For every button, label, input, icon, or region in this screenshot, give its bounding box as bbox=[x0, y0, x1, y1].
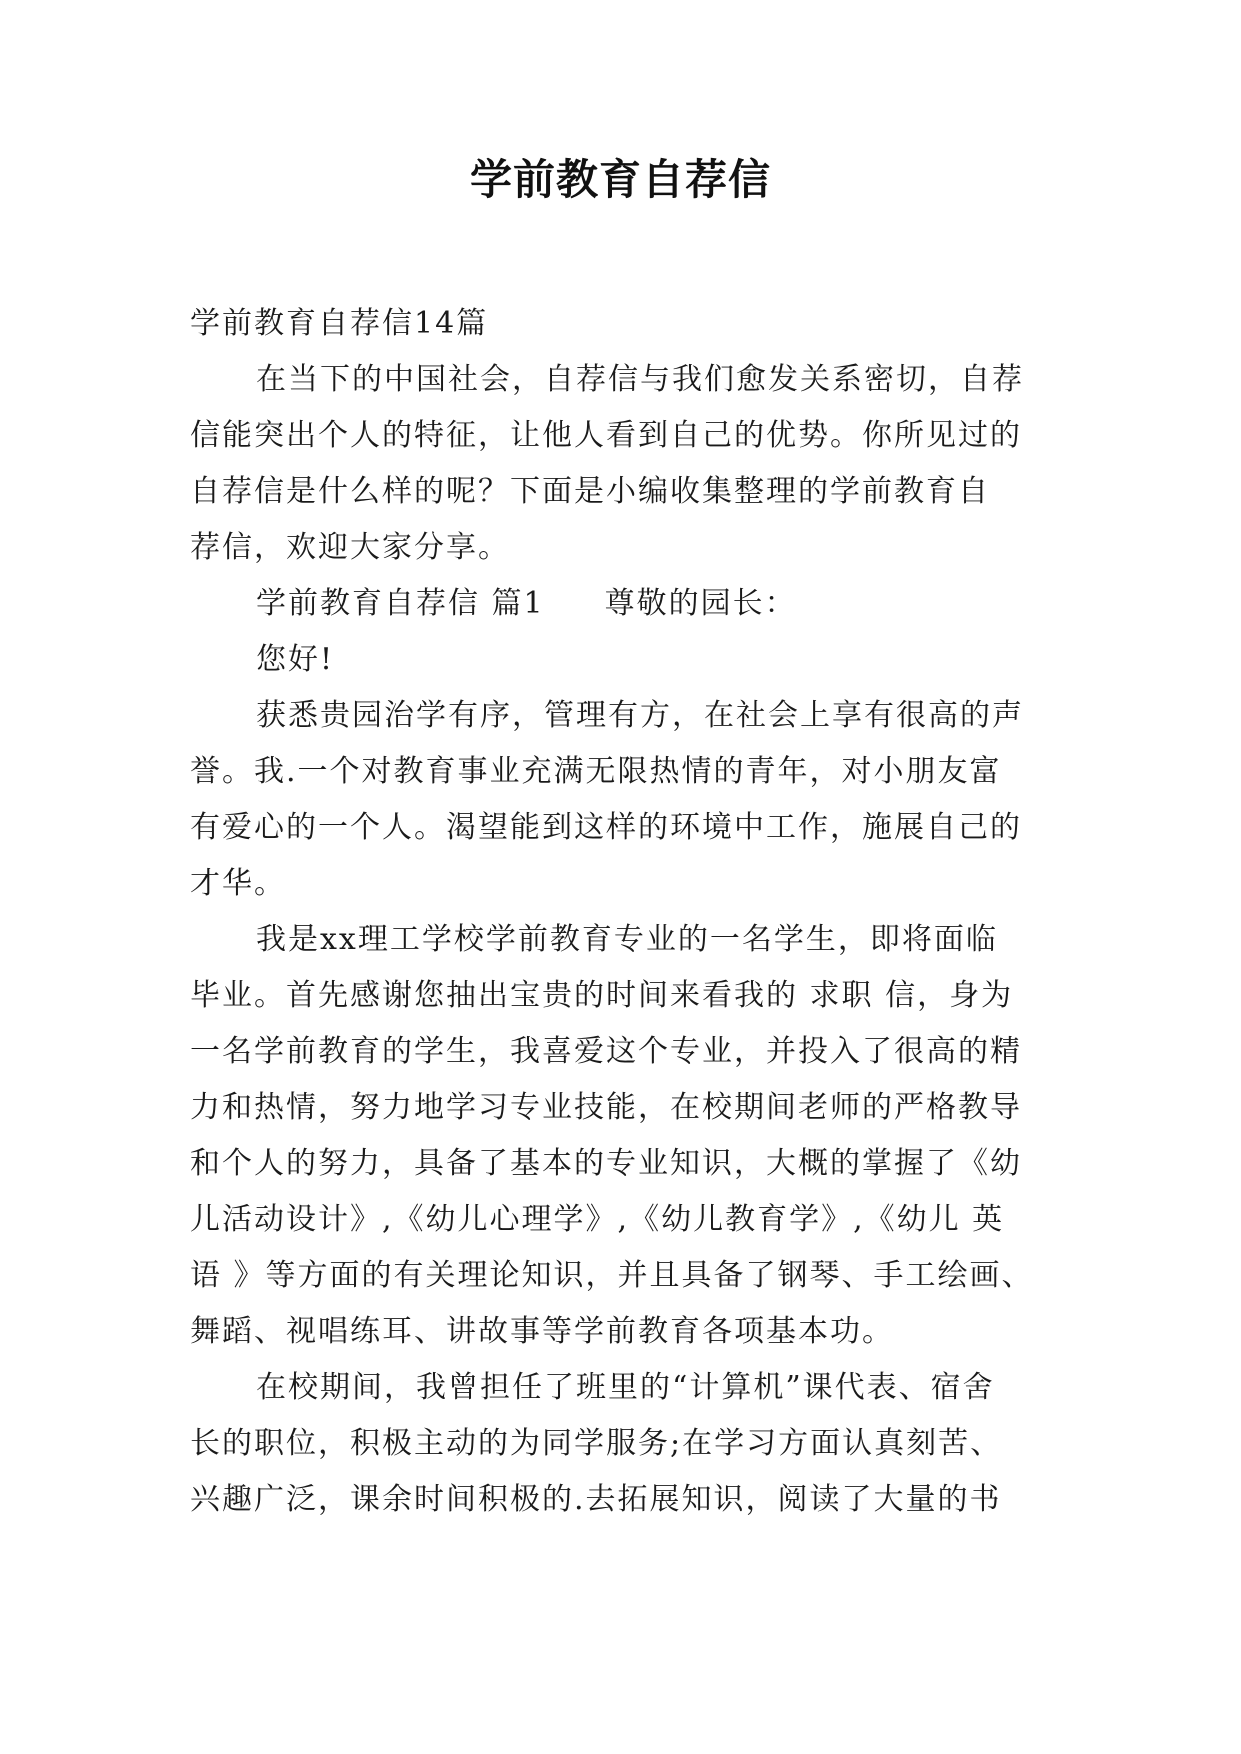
paragraph-line: 在当下的中国社会，自荐信与我们愈发关系密切，自荐 bbox=[256, 362, 1024, 397]
paragraph-line: 一名学前教育的学生，我喜爱这个专业，并投入了很高的精 bbox=[190, 1034, 1022, 1069]
greeting-line: 您好! bbox=[256, 642, 335, 677]
paragraph-line: 有爱心的一个人。渴望能到这样的环境中工作，施展自己的 bbox=[190, 810, 1022, 845]
salutation: 尊敬的园长： bbox=[604, 586, 797, 621]
paragraph-line: 信能突出个人的特征，让他人看到自己的优势。你所见过的 bbox=[190, 418, 1022, 453]
paragraph-line: 我是xx理工学校学前教育专业的一名学生，即将面临 bbox=[256, 922, 998, 957]
paragraph-line: 力和热情，努力地学习专业技能，在校期间老师的严格教导 bbox=[190, 1090, 1022, 1125]
subtitle-line: 学前教育自荐信14篇 bbox=[190, 306, 489, 341]
paragraph-line: 舞蹈、视唱练耳、讲故事等学前教育各项基本功。 bbox=[190, 1314, 894, 1349]
paragraph-line: 在校期间，我曾担任了班里的“计算机”课代表、宿舍 bbox=[256, 1370, 995, 1405]
paragraph-line: 儿活动设计》,《幼儿心理学》,《幼儿教育学》,《幼儿 英 bbox=[190, 1202, 1005, 1237]
document-title: 学前教育自荐信 bbox=[469, 155, 771, 204]
paragraph-line: 荐信，欢迎大家分享。 bbox=[190, 530, 510, 565]
paragraph-line: 自荐信是什么样的呢？下面是小编收集整理的学前教育自 bbox=[190, 474, 990, 509]
paragraph-line: 毕业。首先感谢您抽出宝贵的时间来看我的 求职 信，身为 bbox=[190, 978, 1014, 1013]
section-heading: 学前教育自荐信 篇1 bbox=[256, 586, 545, 621]
paragraph-line: 誉。我.一个对教育事业充满无限热情的青年，对小朋友富 bbox=[190, 754, 1002, 789]
section-heading-line bbox=[190, 576, 1060, 632]
paragraph-line: 才华。 bbox=[190, 866, 286, 901]
paragraph-line: 获悉贵园治学有序，管理有方，在社会上享有很高的声 bbox=[256, 698, 1024, 733]
paragraph-line: 兴趣广泛，课余时间积极的.去拓展知识，阅读了大量的书 bbox=[190, 1482, 1002, 1517]
document-body bbox=[190, 296, 1060, 1528]
paragraph-line: 语 》等方面的有关理论知识，并且具备了钢琴、手工绘画、 bbox=[190, 1258, 1034, 1293]
paragraph-line: 长的职位，积极主动的为同学服务;在学习方面认真刻苦、 bbox=[190, 1426, 1003, 1461]
paragraph-line: 和个人的努力，具备了基本的专业知识，大概的掌握了《幼 bbox=[190, 1146, 1022, 1181]
